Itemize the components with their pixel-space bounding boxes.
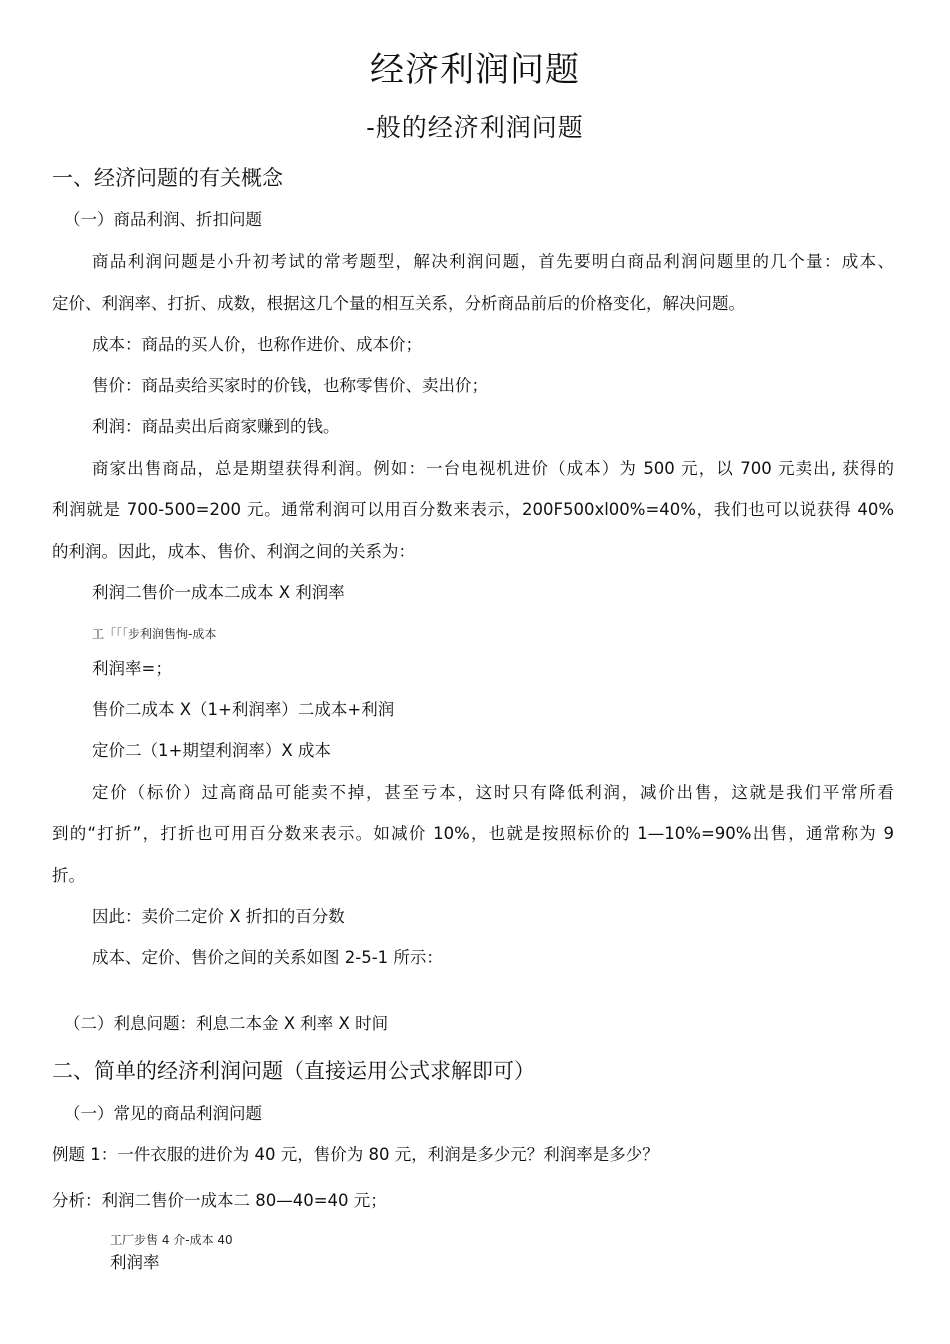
example-1-fraction-numerator: 工厂步售 4 介-成本 40 — [110, 1233, 233, 1247]
example-1-question: 例题 1：一件衣服的进价为 40 元，售价为 80 元，利润是多少元？利润率是多少？ — [52, 1145, 659, 1164]
document-subtitle: -般的经济利润问题 — [366, 113, 584, 142]
paragraph-example-line2: 利润就是 700-500=200 元。通常利润可以用百分数来表示，200F500xl00%=40%，我们也可以说获得 40% — [52, 500, 894, 519]
example-1-profit-rate-label: 利润率 — [110, 1253, 160, 1272]
formula-selling-price: 售价二成本 X（1+利润率）二成本+利润 — [92, 700, 395, 719]
paragraph-example-line1: 商家出售商品，总是期望获得利润。例如：一台电视机进价（成本）为 500 元，以 700 元卖出, 获得的 — [92, 459, 894, 478]
definition-selling-price: 售价：商品卖给买家时的价钱，也称零售价、卖出价； — [92, 376, 488, 395]
section-heading-simple-problems: 二、简单的经济利润问题（直接运用公式求解即可） — [52, 1059, 535, 1083]
definition-cost: 成本：商品的买人价，也称作进价、成本价； — [92, 335, 422, 354]
formula-list-price: 定价二（1+期望利润率）X 成本 — [92, 741, 331, 760]
subsection-heading-profit-discount: （一）商品利润、折扣问题 — [64, 210, 262, 229]
paragraph-discount-line1: 定价（标价）过高商品可能卖不掉，甚至亏本，这时只有降低利润，减价出售，这就是我们平常所看 — [92, 783, 894, 802]
document-title: 经济利润问题 — [370, 50, 580, 90]
definition-profit: 利润：商品卖出后商家赚到的钱。 — [92, 417, 340, 436]
formula-fraction-numerator: 工「「「步利润售恂-成本 — [92, 627, 217, 641]
paragraph-intro-line2: 定价、利润率、打折、成数，根据这几个量的相互关系，分析商品前后的价格变化，解决问题。 — [52, 294, 745, 313]
paragraph-intro-line1: 商品利润问题是小升初考试的常考题型，解决利润问题，首先要明白商品利润问题里的几个量：成本、 — [92, 252, 894, 271]
paragraph-example-line3: 的利润。因此，成本、售价、利润之间的关系为： — [52, 542, 415, 561]
formula-profit: 利润二售价一成本二成本 X 利润率 — [92, 583, 345, 602]
example-1-analysis: 分析：利润二售价一成本二 80—40=40 元； — [52, 1191, 387, 1210]
formula-sale-price: 因此：卖价二定价 X 折扣的百分数 — [92, 907, 345, 926]
paragraph-discount-line2: 到的“打折”，打折也可用百分数来表示。如减价 10%，也就是按照标价的 1—10%=90%出售，通常称为 9 — [52, 824, 894, 843]
paragraph-discount-line3: 折。 — [52, 866, 85, 885]
subsection-heading-interest: （二）利息问题：利息二本金 X 利率 X 时间 — [64, 1014, 389, 1033]
relation-figure-reference: 成本、定价、售价之间的关系如图 2-5-1 所示： — [92, 948, 443, 967]
formula-profit-rate: 利润率=； — [92, 659, 172, 678]
subsection-heading-common-profit: （一）常见的商品利润问题 — [64, 1104, 262, 1123]
section-heading-concepts: 一、经济问题的有关概念 — [52, 166, 283, 190]
